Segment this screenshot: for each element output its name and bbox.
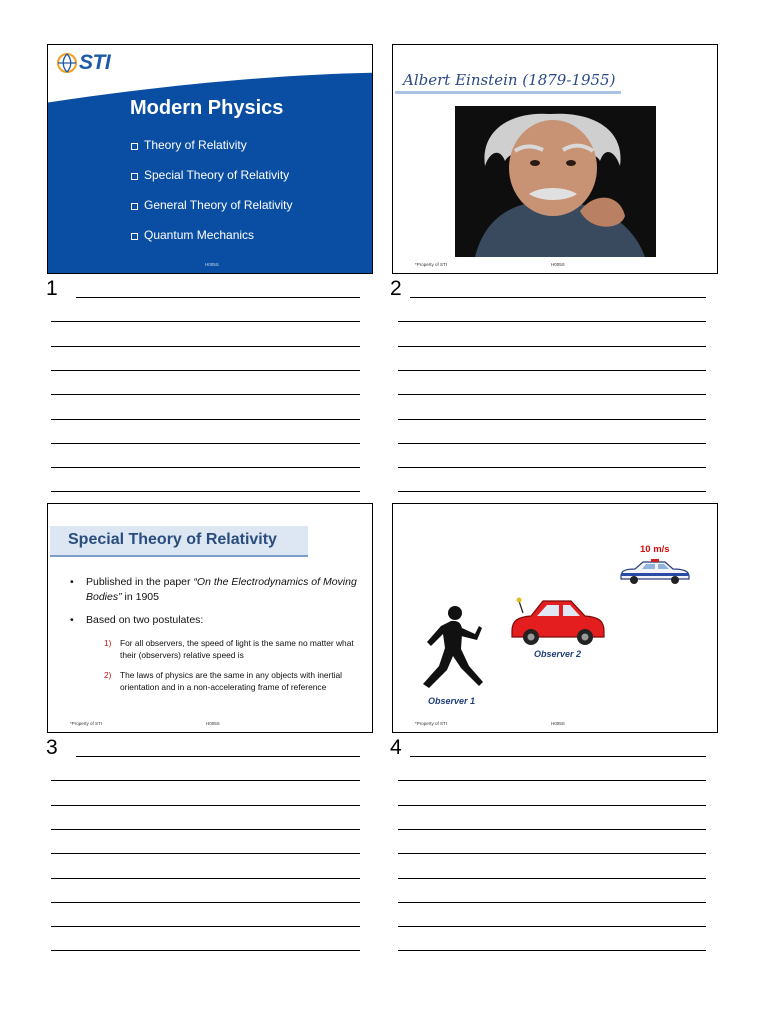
note-line [51,853,360,854]
postulate-item: 2) The laws of physics are the same in any objects with inertial orientation and in a non-accelerating frame of reference [104,670,343,692]
title-underline [395,91,621,94]
note-line [398,467,706,468]
note-line [398,370,706,371]
slide-1-bullet-list [130,138,293,258]
red-car-icon [509,593,607,647]
slide-4 [392,503,718,733]
note-line [51,878,360,879]
note-line [410,756,706,757]
note-line [398,321,706,322]
bullet-dot-icon: • [70,576,74,588]
note-line [51,419,360,420]
checkbox-bullet-icon [131,233,138,240]
note-line [398,491,706,492]
slide-4-footer-code: H005S [551,721,565,726]
note-line [410,297,706,298]
slide-3-title: Special Theory of Relativity [68,531,277,548]
note-line [51,780,360,781]
slide-2 [392,44,718,274]
note-line [398,853,706,854]
checkbox-bullet-icon [131,203,138,210]
note-line [398,926,706,927]
note-line [398,419,706,420]
slide-number-4: 4 [390,736,402,759]
note-line [51,467,360,468]
postulate-item: 1) For all observers, the speed of light is the same no matter what their (observers) relative speed is [104,638,354,660]
observer-1-label: Observer 1 [428,696,476,706]
note-line [51,394,360,395]
slide-number-1: 1 [46,277,58,300]
note-line [51,443,360,444]
note-line [398,780,706,781]
sti-globe-icon [56,52,78,74]
note-line [51,491,360,492]
note-line [51,950,360,951]
checkbox-bullet-icon [131,143,138,150]
speed-label: 10 m/s [640,544,670,555]
list-item: Theory of Relativity [130,138,293,168]
list-item: Special Theory of Relativity [130,168,293,198]
slide-3-body [70,575,360,693]
slide-2-title: Albert Einstein (1879-1955) [403,71,616,89]
slide-2-footer-code: H005S [551,262,565,267]
slide-1-footer-code: H005S [205,262,219,267]
logo-text: STI [79,51,111,74]
police-car-icon [617,558,693,586]
walking-person-icon [417,604,489,692]
note-line [398,878,706,879]
list-item: • Based on two postulates: [70,614,204,626]
note-line [51,805,360,806]
note-line [51,902,360,903]
note-line [398,902,706,903]
slide-3 [47,503,373,733]
slide-4-footer-left: *Property of STI [415,721,448,726]
note-line [76,756,360,757]
note-line [51,829,360,830]
sti-logo [56,51,110,75]
note-line [398,829,706,830]
note-line [398,394,706,395]
note-line [51,321,360,322]
slide-3-footer-code: H005S [206,721,220,726]
list-item: • Published in the paper “On the Electrodynamics of Moving Bodies” in 1905 [70,576,357,603]
list-item: General Theory of Relativity [130,198,293,228]
slide-1 [47,44,373,274]
observer-2-label: Observer 2 [534,649,582,659]
note-line [398,950,706,951]
bullet-dot-icon: • [70,614,74,626]
slide-3-footer-left: *Property of STI [70,721,103,726]
slide-1-title: Modern Physics [130,97,284,119]
slide-number-2: 2 [390,277,402,300]
slide-number-3: 3 [46,736,58,759]
list-item: Quantum Mechanics [130,228,293,258]
note-line [398,443,706,444]
note-line [51,346,360,347]
note-line [398,805,706,806]
slide-2-footer-left: *Property of STI [415,262,448,267]
note-line [76,297,360,298]
checkbox-bullet-icon [131,173,138,180]
note-line [51,370,360,371]
einstein-portrait-image [455,106,656,257]
note-line [398,346,706,347]
einstein-portrait [455,106,656,257]
note-line [51,926,360,927]
